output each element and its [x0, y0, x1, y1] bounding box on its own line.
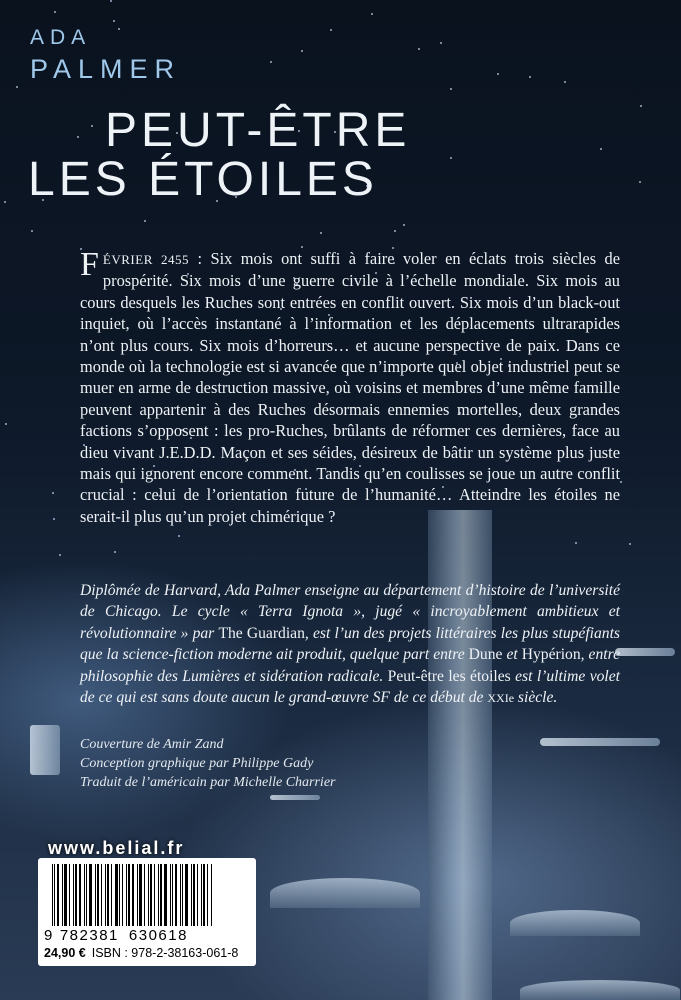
author-bio [80, 580, 620, 709]
ship-illustration [615, 648, 675, 656]
star [31, 230, 33, 232]
barcode-bar [86, 864, 87, 926]
barcode [52, 864, 248, 926]
barcode-bar [101, 864, 102, 926]
barcode-group-2: 630618 [128, 927, 188, 944]
credit-translation: Traduit de l’américain par Michelle Charrier [80, 775, 336, 790]
barcode-bar [172, 864, 173, 926]
bio-text: , est l’un des projets littéraires les plus stupéfiants que la science-fiction moderne ait produit, quelque part entre [80, 624, 621, 664]
dome-illustration [520, 980, 680, 1000]
star [5, 423, 7, 425]
star [330, 29, 332, 31]
barcode-bar [139, 864, 142, 926]
synopsis-text: : Six mois ont suffi à faire voler en éclats trois siècles de prospérité. Six mois d’une guerre civile à l’échelle mondiale. Six mois au cours desquels les Ruches sont entrées en conflit ouvert. Six mois d’un black-out inquiet, où l’accès instantané à l’information et les déplacements ultrarapides n’ont plus cours. Six mois d’horreurs… et aucune perspective de paix. Dans ce monde où la technologie est si avancée que n’importe quel objet industriel peut se muer en arme de destruction massive, où voisins et membres d’une même famille peuvent appartenir à des Ruches désormais ennemies mortelles, deux grandes factions s’opposent : les pro-Ruches, brûlants de réformer ces dernières, face au dieu vivant J.E.D.D. Maçon et ses séides, désireux de bâtir un système plus juste mais qui ignorent encore comment. Tandis qu’en coulisses se joue un autre conflit crucial : celui de l’orientation future de l’humanité… Atteindre les étoiles ne serait-il plus qu’un projet chimérique ? [80, 249, 620, 526]
star [113, 20, 115, 22]
barcode-bar [95, 864, 96, 926]
barcode-bar [54, 864, 55, 926]
barcode-bar [211, 864, 212, 926]
barcode-bar [170, 864, 171, 926]
star [394, 230, 396, 232]
credits [80, 735, 335, 792]
synopsis [80, 248, 620, 527]
barcode-bar [160, 864, 162, 926]
star [371, 13, 373, 15]
star [639, 181, 641, 183]
star [16, 86, 18, 88]
barcode-bar [164, 864, 167, 926]
barcode-bar [105, 864, 106, 926]
barcode-bar [150, 864, 152, 926]
credit-design: Conception graphique par Philippe Gady [80, 756, 314, 771]
star [600, 148, 602, 150]
book-title-line-2: LES ÉTOILES [28, 153, 378, 206]
star [320, 232, 322, 234]
drop-cap: F [80, 246, 99, 283]
star [620, 481, 622, 483]
barcode-lead-digit: 9 [44, 927, 54, 944]
star [440, 42, 442, 44]
credit-cover: Couverture de Amir Zand [80, 737, 224, 752]
barcode-bar [197, 864, 198, 926]
ship-illustration [540, 738, 660, 746]
barcode-bar [128, 864, 130, 926]
barcode-bar [122, 864, 123, 926]
barcode-bar [126, 864, 127, 926]
barcode-bar [111, 864, 112, 926]
star [450, 157, 452, 159]
star [4, 201, 6, 203]
bio-text: , entre philosophie des Lumières et sidération radicale. [80, 646, 620, 685]
star [497, 73, 499, 75]
star [144, 220, 146, 222]
isbn: ISBN : 978-2-38163-061-8 [91, 946, 239, 960]
dome-illustration [510, 910, 640, 936]
barcode-bar [84, 864, 85, 926]
barcode-bar [119, 864, 120, 926]
barcode-bar [144, 864, 145, 926]
star [118, 28, 120, 30]
barcode-bar [193, 864, 195, 926]
star [53, 518, 55, 520]
bio-book-title: Peut-être les étoiles [387, 667, 511, 685]
barcode-bar [182, 864, 183, 926]
barcode-bar [73, 864, 74, 926]
barcode-bar [148, 864, 149, 926]
barcode-bar [137, 864, 138, 926]
star [91, 125, 93, 127]
ship-illustration [270, 795, 320, 800]
bio-guardian: The Guardian [218, 624, 305, 642]
ship-illustration [30, 725, 60, 775]
star [575, 542, 577, 544]
barcode-bar [191, 864, 192, 926]
barcode-bar [203, 864, 205, 926]
barcode-bar [57, 864, 59, 926]
star [77, 136, 79, 138]
barcode-bar [97, 864, 99, 926]
barcode-bar [180, 864, 181, 926]
barcode-bar [79, 864, 81, 926]
barcode-bar [75, 864, 77, 926]
star [450, 88, 452, 90]
star [110, 0, 112, 2]
star [640, 105, 642, 107]
bio-text: Diplômée de Harvard, Ada Palmer enseigne au département d’histoire de l’université de Chicago. Le cycle « Terra Ignota », jugé « incroyablement ambitieux et révolutionnaire » par [80, 582, 620, 642]
barcode-bar [62, 864, 63, 926]
barcode-bar [158, 864, 159, 926]
star [178, 535, 180, 537]
price: 24,90 € [44, 946, 86, 960]
star [418, 48, 420, 50]
bio-dune: Dune [468, 646, 503, 664]
barcode-bar [89, 864, 92, 926]
barcode-group-1: 782381 [59, 927, 119, 944]
star [270, 61, 272, 63]
star [52, 492, 54, 494]
star [114, 551, 116, 553]
bio-text: est l’ultime volet de ce qui est sans doute aucun le grand-œuvre SF de ce début de [80, 667, 620, 707]
barcode-label [38, 858, 256, 966]
book-title-line-1: PEUT-ÊTRE [105, 104, 411, 157]
barcode-bar [185, 864, 188, 926]
barcode-bar [64, 864, 67, 926]
bio-text: et [502, 646, 522, 664]
barcode-digits [44, 927, 250, 944]
star [564, 81, 566, 83]
barcode-bar [132, 864, 134, 926]
barcode-bar [52, 864, 53, 926]
bio-century: XXIe [487, 691, 515, 706]
barcode-bar [207, 864, 208, 926]
star [301, 50, 303, 52]
star [54, 11, 56, 13]
barcode-bar [154, 864, 155, 926]
star [629, 543, 631, 545]
barcode-bar [175, 864, 177, 926]
barcode-bar [115, 864, 118, 926]
dome-illustration [270, 878, 420, 908]
star [403, 224, 405, 226]
barcode-bar [201, 864, 202, 926]
price-isbn-line [44, 946, 238, 960]
star [59, 554, 61, 556]
barcode-bar [107, 864, 109, 926]
bio-hyperion: Hypérion [521, 646, 581, 664]
author-last-name: PALMER [30, 54, 182, 84]
publisher-website: www.belial.fr [48, 838, 185, 858]
synopsis-date: ÉVRIER 2455 [102, 252, 189, 267]
author-first-name: ADA [30, 26, 92, 49]
star [529, 76, 531, 78]
bio-text: siècle. [514, 689, 558, 707]
barcode-bar [69, 864, 70, 926]
